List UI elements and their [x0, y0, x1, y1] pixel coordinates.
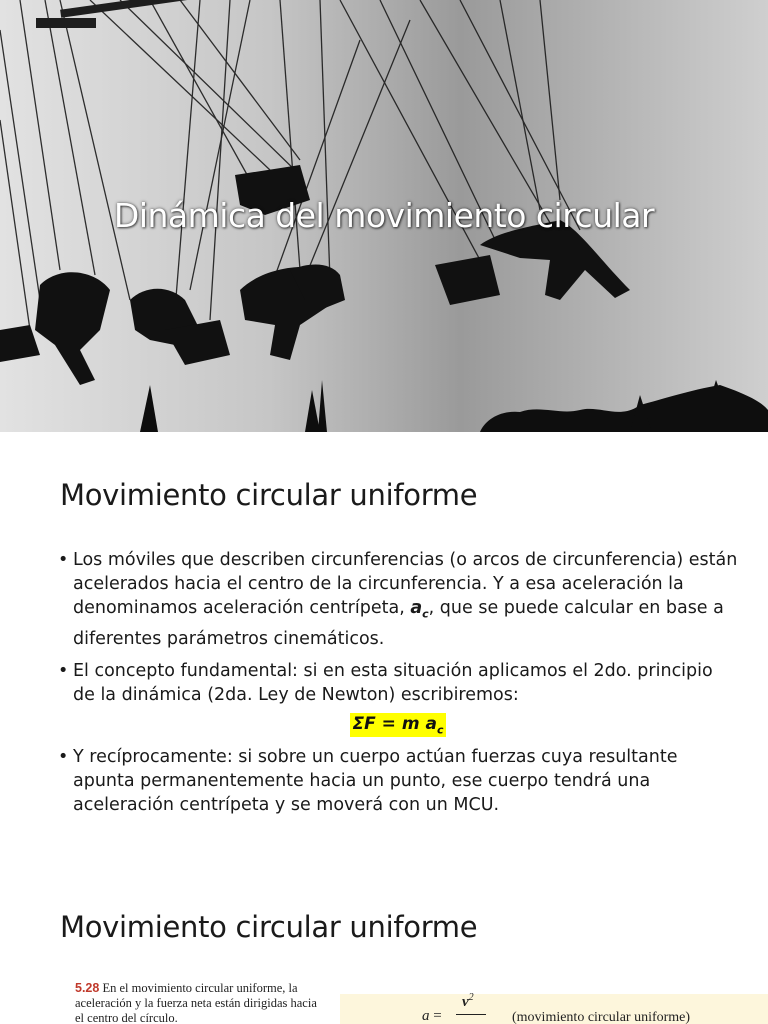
bullet-icon: •	[58, 660, 69, 681]
bullet-text: Los móviles que describen circunferencias (o arcos de circunferencia) están acelerados hacia el centro de la circunferencia. Y a esa aceleración la denominamos aceleración centrípeta,	[73, 550, 738, 618]
equation-lhs: a =	[422, 1008, 442, 1024]
fraction-line	[456, 1014, 486, 1015]
title-slide	[0, 0, 768, 432]
formula-row	[58, 713, 738, 739]
bullet-item	[58, 659, 738, 707]
figure-caption	[75, 981, 325, 1024]
slide-heading: Movimiento circular uniforme	[60, 910, 478, 944]
bullet-list	[58, 548, 738, 825]
acceleration-subscript: c	[422, 607, 429, 621]
figure-number: 5.28	[75, 981, 100, 995]
bullet-icon: •	[58, 550, 69, 570]
acceleration-symbol: a	[410, 598, 423, 618]
newton-formula: ΣF = m $a_c$	[350, 713, 447, 737]
bullet-icon: •	[58, 746, 69, 767]
slide-heading: Movimiento circular uniforme	[60, 478, 478, 512]
bullet-item	[58, 745, 738, 817]
bullet-item	[58, 548, 738, 651]
content-slide-1	[0, 432, 768, 864]
figure-caption-text: En el movimiento circular uniforme, la aceleración y la fuerza neta están dirigidas hacia el centro del círculo.	[75, 981, 317, 1024]
equation-numerator: $v^2$	[462, 992, 474, 1010]
equation-box	[340, 994, 768, 1024]
equation-note: (movimiento circular uniforme)	[512, 1010, 691, 1024]
bullet-text: Y recíprocamente: si sobre un cuerpo actúan fuerzas cuya resultante apunta permanentemente hacia un punto, ese cuerpo tendrá una aceleración centrípeta y se moverá con un MCU.	[73, 746, 678, 815]
bullet-text: El concepto fundamental: si en esta situación aplicamos el 2do. principio de la dinámica (2da. Ley de Newton) escribiremos:	[73, 660, 713, 705]
slide-title: Dinámica del movimiento circular	[113, 196, 655, 235]
content-slide-2	[0, 864, 768, 1024]
bullet-text-continued: , que se puede calcular en base a diferentes parámetros cinemáticos.	[73, 598, 724, 649]
